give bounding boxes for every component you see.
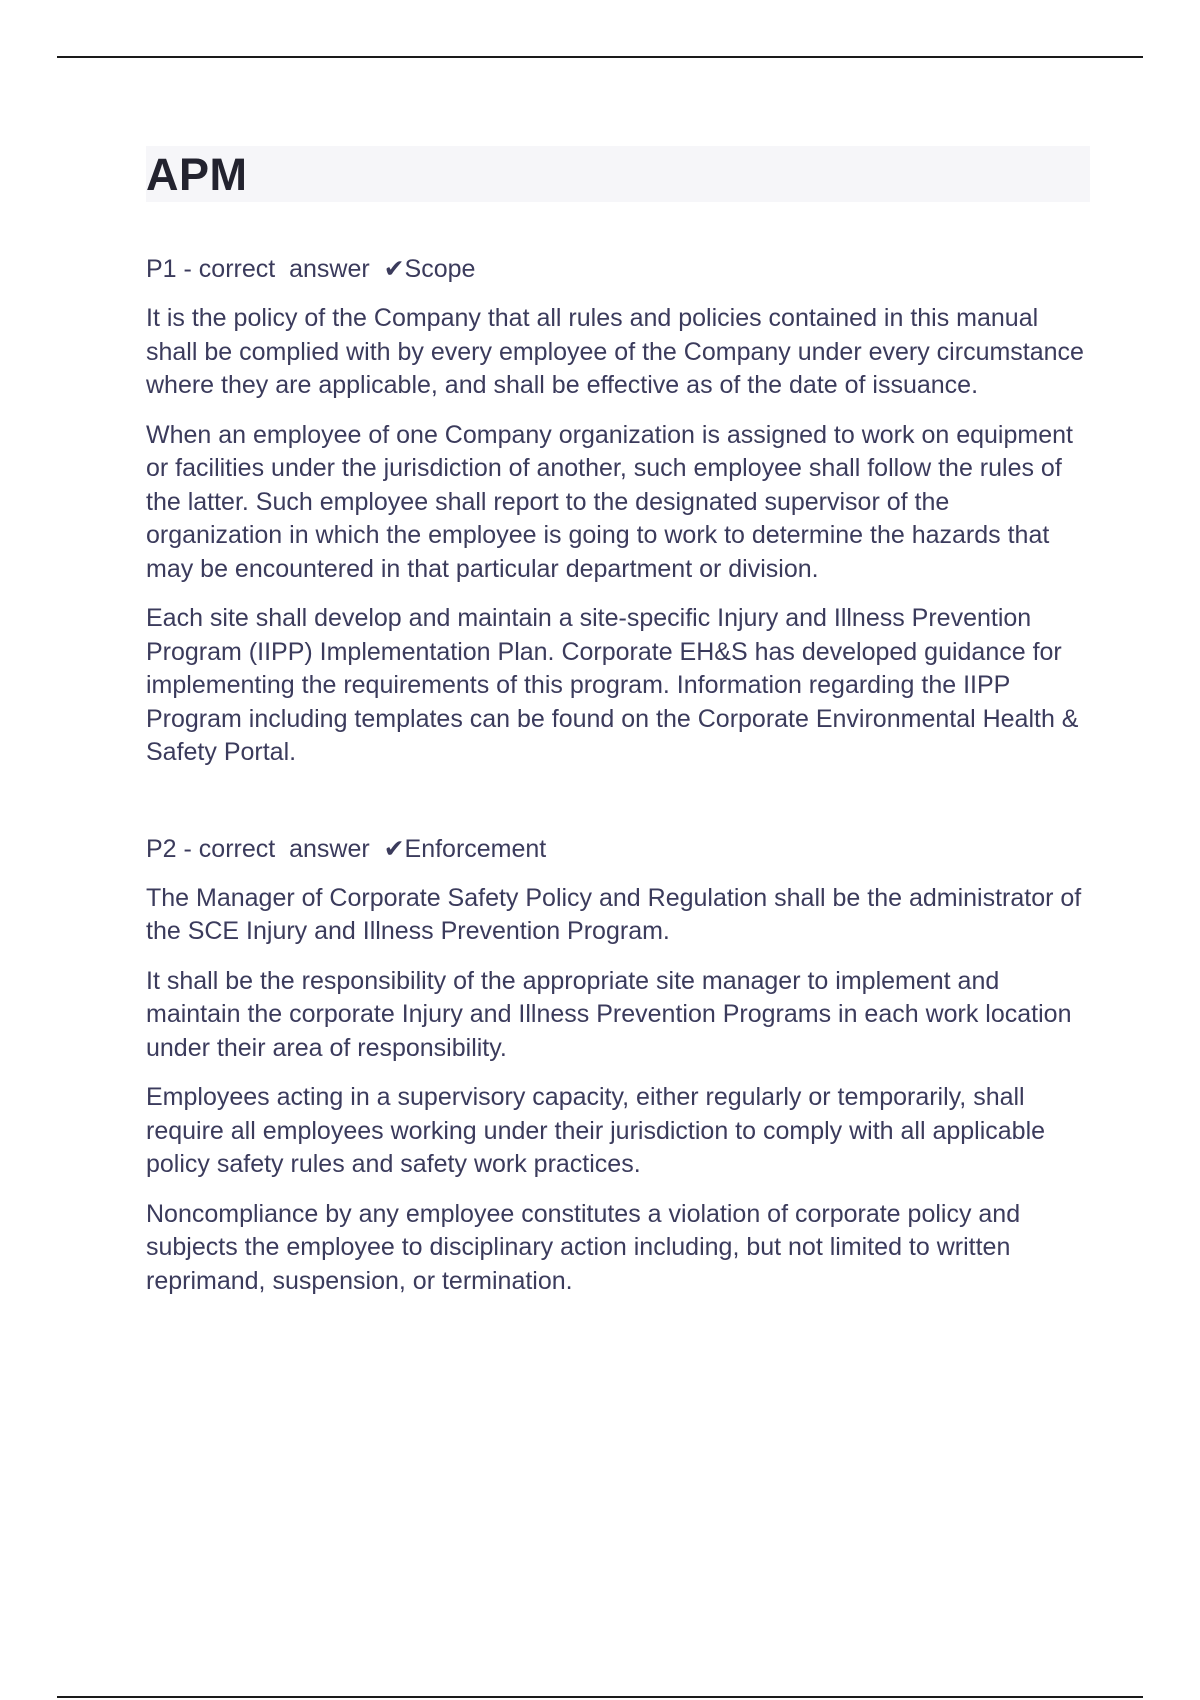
document-title: APM: [146, 148, 248, 200]
paragraph: Noncompliance by any employee constitutes a violation of corporate policy and subjects the employee to disciplinary action including, but not limited to written reprimand, suspension, or termination.: [146, 1199, 1021, 1295]
document-body: [146, 146, 1090, 1360]
question-line: P1 - correct answer ✔Scope: [146, 255, 476, 283]
bottom-rule: [57, 1696, 1143, 1698]
title-bar: [146, 146, 1090, 202]
section-p2: [146, 832, 1090, 1299]
paragraph: It shall be the responsibility of the appropriate site manager to implement and maintain the corporate Injury and Illness Prevention Programs in each work location under their area of responsibility.: [146, 966, 1072, 1062]
question-line: P2 - correct answer ✔Enforcement: [146, 834, 547, 863]
paragraph: Each site shall develop and maintain a site-specific Injury and Illness Prevention Program (IIPP) Implementation Plan. Corporate EH&S has developed guidance for implementing the requirements of this program. Information regarding the IIPP Program including templates can be found on the Corporate Environmental Health & Safety Portal.: [146, 604, 1079, 766]
top-rule: [57, 56, 1143, 58]
paragraph: It is the policy of the Company that all rules and policies contained in this manual shall be complied with by every employee of the Company under every circumstance where they are applicable, and shall be effective as of the date of issuance.: [146, 304, 1084, 399]
paragraph: The Manager of Corporate Safety Policy and Regulation shall be the administrator of the SCE Injury and Illness Prevention Program.: [146, 883, 1082, 945]
paragraph: Employees acting in a supervisory capacity, either regularly or temporarily, shall require all employees working under their jurisdiction to comply with all applicable policy safety rules and safety work practices.: [146, 1083, 1046, 1178]
section-p1: [146, 252, 1090, 770]
paragraph: When an employee of one Company organization is assigned to work on equipment or facilities under the jurisdiction of another, such employee shall follow the rules of the latter. Such employee shall report to the designated supervisor of the organization in which the employee is going to work to determine the hazards that may be encountered in that particular department or division.: [146, 420, 1073, 583]
